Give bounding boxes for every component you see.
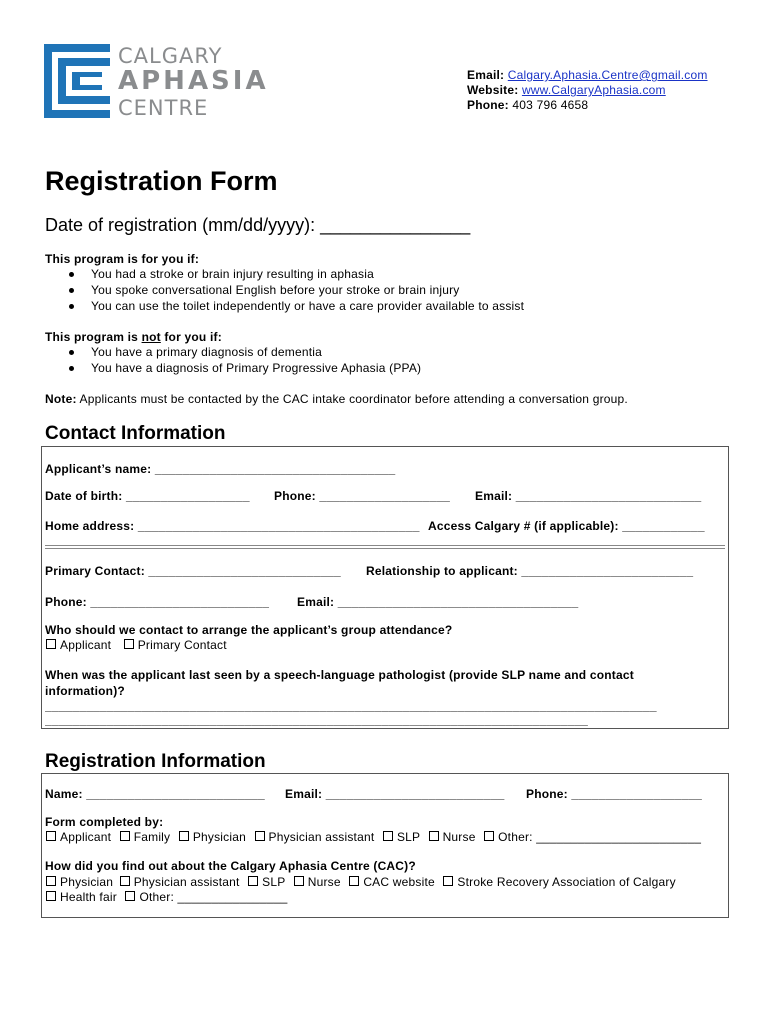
contact-info-heading: Contact Information xyxy=(45,423,226,444)
who-contact-question: Who should we contact to arrange the applicant’s group attendance? xyxy=(45,623,453,637)
not-for-you-post: for you if: xyxy=(160,330,222,344)
not-for-you-item: You have a primary diagnosis of dementia xyxy=(91,345,323,359)
header-email xyxy=(467,68,708,82)
for-you-heading: This program is for you if: xyxy=(45,252,200,266)
note-label: Note: xyxy=(45,392,77,406)
phone-label: Phone: xyxy=(467,98,509,112)
option-label: Applicant xyxy=(60,638,112,652)
slp-answer-line[interactable]: _________________________________________________________________________________________ xyxy=(45,699,657,713)
phone-field[interactable]: Phone: ___________________ xyxy=(274,489,451,503)
not-for-you-item: You have a diagnosis of Primary Progressive Aphasia (PPA) xyxy=(91,361,422,375)
primary-contact-field[interactable]: Primary Contact: ____________________________ xyxy=(45,564,341,578)
checkbox-physician-assistant[interactable] xyxy=(119,875,240,889)
option-label: Nurse xyxy=(307,875,341,889)
checkbox-icon[interactable] xyxy=(484,831,494,841)
slp-answer-line[interactable]: _______________________________________________________________________________ xyxy=(45,713,589,727)
bullet-icon xyxy=(69,304,74,309)
option-label: Physician assistant xyxy=(133,875,240,889)
note-text: Applicants must be contacted by the CAC intake coordinator before attending a conversation group. xyxy=(76,392,628,406)
completed-by-options xyxy=(45,830,701,844)
option-label: Primary Contact xyxy=(137,638,227,652)
for-you-item: You had a stroke or brain injury resulting in aphasia xyxy=(91,267,374,281)
page-title: Registration Form xyxy=(45,166,278,196)
header-website xyxy=(467,83,666,97)
logo-mark xyxy=(44,44,110,118)
reg-email-field[interactable]: Email: __________________________ xyxy=(285,787,505,801)
email-label: Email: xyxy=(467,68,505,82)
logo-line3: CENTRE xyxy=(118,96,209,120)
checkbox-icon[interactable] xyxy=(383,831,393,841)
header-phone xyxy=(467,98,588,112)
option-label: Health fair xyxy=(60,890,117,904)
option-label: Other: ________________ xyxy=(139,890,288,904)
website-label: Website: xyxy=(467,83,519,97)
checkbox-icon[interactable] xyxy=(443,876,453,886)
option-label: Applicant xyxy=(60,830,112,844)
slp-question-line2: information)? xyxy=(45,684,125,698)
checkbox-icon[interactable] xyxy=(124,639,134,649)
divider xyxy=(45,545,725,546)
website-link[interactable]: www.CalgaryAphasia.com xyxy=(521,83,666,97)
option-label: Other: ________________________ xyxy=(498,830,702,844)
checkbox-icon[interactable] xyxy=(248,876,258,886)
checkbox-icon[interactable] xyxy=(46,891,56,901)
checkbox-icon[interactable] xyxy=(125,891,135,901)
checkbox-physician[interactable] xyxy=(45,875,113,889)
option-label: Family xyxy=(133,830,171,844)
bullet-icon xyxy=(69,288,74,293)
checkbox-family[interactable] xyxy=(119,830,171,844)
option-label: Nurse xyxy=(442,830,476,844)
who-contact-options xyxy=(45,638,227,652)
checkbox-nurse[interactable] xyxy=(428,830,476,844)
checkbox-physician[interactable] xyxy=(178,830,246,844)
home-address-field[interactable]: Home address: _________________________________________ xyxy=(45,519,420,533)
contact-phone-field[interactable]: Phone: __________________________ xyxy=(45,595,270,609)
relationship-field[interactable]: Relationship to applicant: _________________________ xyxy=(366,564,694,578)
checkbox-icon[interactable] xyxy=(120,876,130,886)
option-label: SLP xyxy=(262,875,286,889)
email-field[interactable]: Email: ___________________________ xyxy=(475,489,702,503)
checkbox-other[interactable] xyxy=(483,830,701,844)
option-label: CAC website xyxy=(363,875,435,889)
checkbox-icon[interactable] xyxy=(46,876,56,886)
dob-field[interactable]: Date of birth: __________________ xyxy=(45,489,250,503)
logo-line2: APHASIA xyxy=(118,66,269,96)
bullet-icon xyxy=(69,350,74,355)
option-label: Physician xyxy=(192,830,246,844)
checkbox-slp[interactable] xyxy=(247,875,285,889)
slp-question-line1: When was the applicant last seen by a speech-language pathologist (provide SLP name and contact xyxy=(45,668,634,682)
checkbox-icon[interactable] xyxy=(46,639,56,649)
checkbox-applicant[interactable] xyxy=(45,830,111,844)
bullet-icon xyxy=(69,272,74,277)
option-label: Physician xyxy=(60,875,114,889)
checkbox-nurse[interactable] xyxy=(293,875,341,889)
note xyxy=(45,392,628,406)
option-label: SLP xyxy=(396,830,421,844)
checkbox-primary-contact[interactable] xyxy=(123,638,227,652)
checkbox-icon[interactable] xyxy=(179,831,189,841)
checkbox-icon[interactable] xyxy=(46,831,56,841)
checkbox-physician-assistant[interactable] xyxy=(254,830,375,844)
applicant-name-field[interactable]: Applicant’s name: ___________________________________ xyxy=(45,462,396,476)
bullet-icon xyxy=(69,366,74,371)
checkbox-icon[interactable] xyxy=(120,831,130,841)
option-label: Physician assistant xyxy=(268,830,375,844)
logo xyxy=(44,44,284,120)
checkbox-cac-website[interactable] xyxy=(348,875,435,889)
checkbox-icon[interactable] xyxy=(349,876,359,886)
contact-email-field[interactable]: Email: ___________________________________ xyxy=(297,595,579,609)
for-you-item: You can use the toilet independently or have a care provider available to assist xyxy=(91,299,525,313)
how-found-label: How did you find out about the Calgary Aphasia Centre (CAC)? xyxy=(45,859,416,873)
logo-line1: CALGARY xyxy=(118,44,223,68)
reg-name-field[interactable]: Name: __________________________ xyxy=(45,787,265,801)
not-for-you-heading xyxy=(45,330,222,344)
checkbox-slp[interactable] xyxy=(382,830,420,844)
checkbox-icon[interactable] xyxy=(255,831,265,841)
checkbox-applicant[interactable] xyxy=(45,638,111,652)
not-for-you-pre: This program is xyxy=(45,330,142,344)
divider xyxy=(45,548,725,549)
how-found-row2 xyxy=(45,890,288,904)
date-of-registration[interactable]: Date of registration (mm/dd/yyyy): _______________ xyxy=(45,215,471,235)
not-for-you-not: not xyxy=(141,330,161,344)
checkbox-icon[interactable] xyxy=(294,876,304,886)
for-you-item: You spoke conversational English before your stroke or brain injury xyxy=(91,283,460,297)
registration-info-heading: Registration Information xyxy=(45,751,266,772)
how-found-row1 xyxy=(45,875,676,889)
phone-value: 403 796 4658 xyxy=(512,98,589,112)
reg-phone-field[interactable]: Phone: ___________________ xyxy=(526,787,703,801)
checkbox-icon[interactable] xyxy=(429,831,439,841)
checkbox-health-fair[interactable] xyxy=(45,890,117,904)
option-label: Stroke Recovery Association of Calgary xyxy=(457,875,676,889)
checkbox-stroke-recovery[interactable] xyxy=(442,875,675,889)
checkbox-other[interactable] xyxy=(124,890,287,904)
access-calgary-field[interactable]: Access Calgary # (if applicable): ____________ xyxy=(428,519,705,533)
completed-by-label: Form completed by: xyxy=(45,815,164,829)
email-link[interactable]: Calgary.Aphasia.Centre@gmail.com xyxy=(507,68,708,82)
